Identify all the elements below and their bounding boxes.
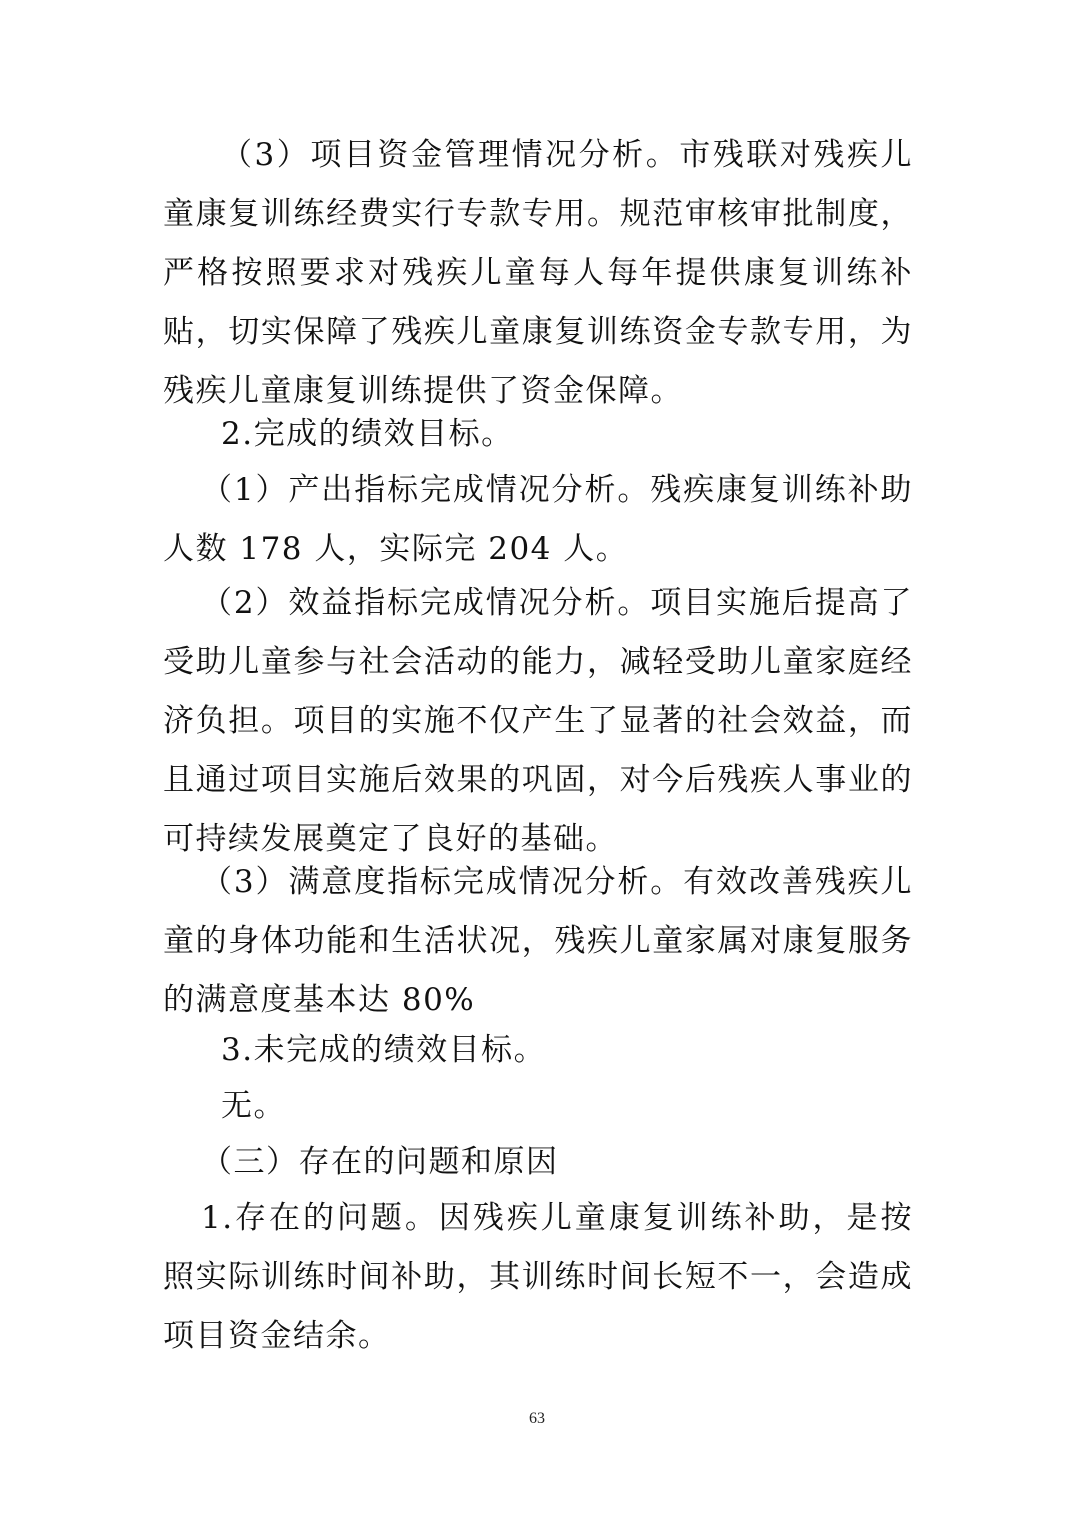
- heading-problems-and-causes: （三）存在的问题和原因: [201, 1144, 559, 1180]
- paragraph-fund-management: （3）项目资金管理情况分析。市残联对残疾儿童康复训练经费实行专款专用。规范审核审批制度，严格按照要求对残疾儿童每人每年提供康复训练补贴，切实保障了残疾儿童康复训练资金专款专用，为残疾儿童康复训练提供了资金保障。: [163, 137, 913, 409]
- paragraph-benefit-indicators: （2）效益指标完成情况分析。项目实施后提高了受助儿童参与社会活动的能力，减轻受助儿童家庭经济负担。项目的实施不仅产生了显著的社会效益，而且通过项目实施后效果的巩固，对今后残疾人事业的可持续发展奠定了良好的基础。: [163, 585, 913, 857]
- heading-uncompleted-goals: 3.未完成的绩效目标。: [221, 1032, 547, 1068]
- heading-completed-goals: 2.完成的绩效目标。: [221, 416, 514, 452]
- paragraph-output-indicators: （1）产出指标完成情况分析。残疾康复训练补助人数 178 人，实际完 204 人。: [163, 472, 913, 567]
- paragraph-none: 无。: [221, 1088, 286, 1124]
- page-number: 63: [529, 1410, 545, 1427]
- paragraph-existing-problems: 1.存在的问题。因残疾儿童康复训练补助，是按照实际训练时间补助，其训练时间长短不一，会造成项目资金结余。: [163, 1200, 913, 1354]
- paragraph-satisfaction-indicators: （3）满意度指标完成情况分析。有效改善残疾儿童的身体功能和生活状况，残疾儿童家属对康复服务的满意度基本达 80%: [163, 864, 913, 1018]
